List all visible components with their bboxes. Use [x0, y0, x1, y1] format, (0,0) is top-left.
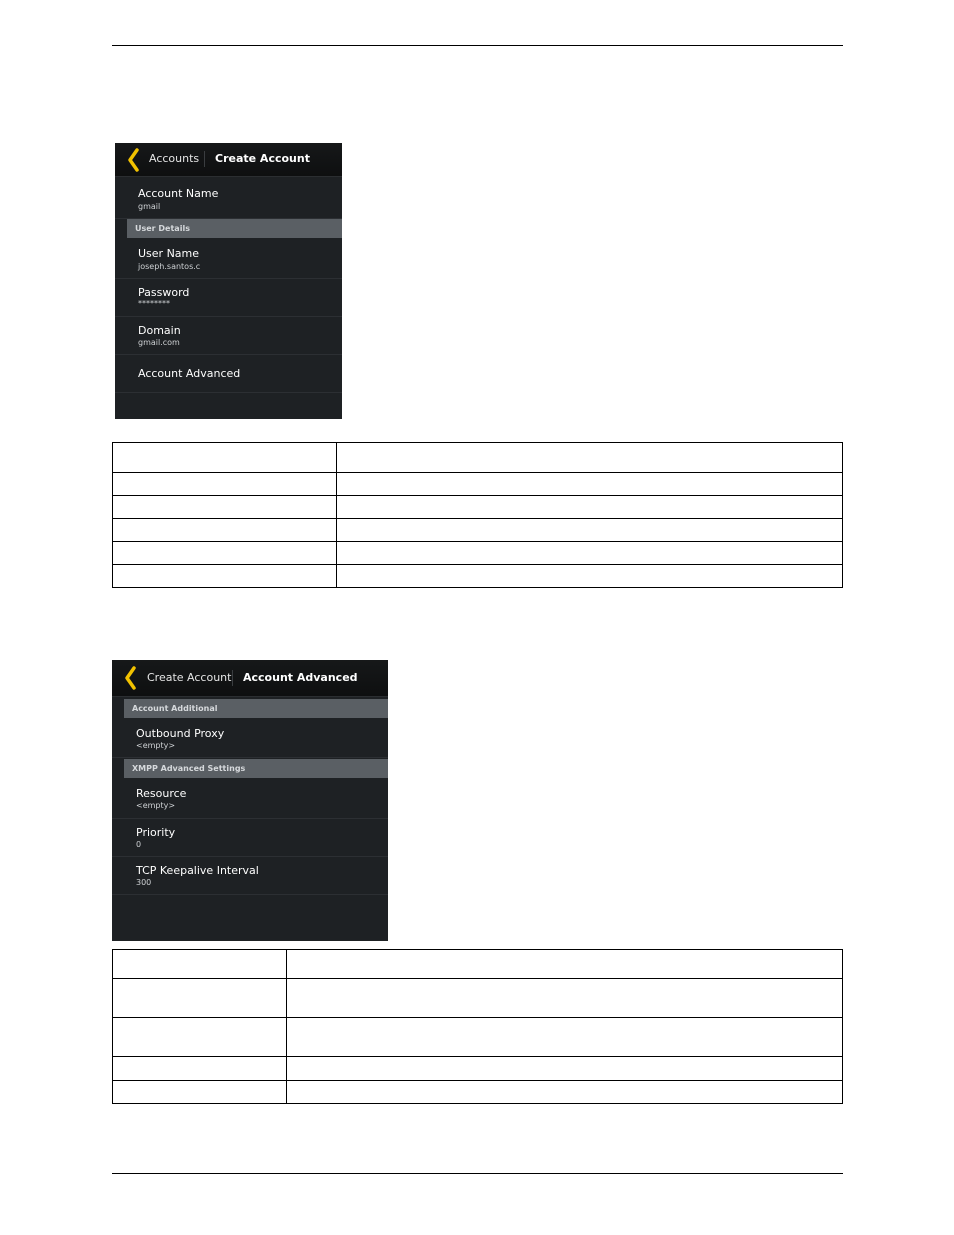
tcp-keepalive-item[interactable] [112, 857, 388, 895]
table-row [113, 979, 843, 1018]
user-details-header: User Details [127, 219, 342, 238]
table-row [113, 496, 843, 519]
account-name-label: Account Name [138, 187, 219, 200]
user-name-item[interactable] [115, 239, 342, 279]
chevron-left-icon[interactable] [126, 148, 140, 172]
nav-bar [112, 660, 388, 697]
password-item[interactable] [115, 279, 342, 317]
xmpp-advanced-settings-header: XMPP Advanced Settings [124, 759, 388, 778]
user-name-value: joseph.santos.c [138, 262, 201, 271]
outbound-proxy-item[interactable] [112, 719, 388, 758]
domain-label: Domain [138, 324, 181, 337]
table-row [113, 565, 843, 588]
table-row [113, 950, 843, 979]
table-row [113, 1081, 843, 1104]
account-advanced-item[interactable] [115, 355, 342, 393]
account-additional-header: Account Additional [124, 699, 388, 718]
resource-value: <empty> [136, 801, 176, 810]
resource-label: Resource [136, 787, 187, 800]
breadcrumb-divider [204, 151, 205, 167]
table-1 [112, 442, 843, 588]
page-title: Create Account [215, 152, 310, 165]
header-rule [112, 45, 843, 46]
breadcrumb-accounts[interactable]: Accounts [149, 152, 200, 165]
priority-item[interactable] [112, 819, 388, 857]
table-row [113, 443, 843, 473]
table-row [113, 473, 843, 496]
chevron-left-icon[interactable] [123, 666, 137, 690]
tcp-keepalive-label: TCP Keepalive Interval [136, 864, 259, 877]
table-row [113, 1018, 843, 1057]
account-advanced-screen [112, 660, 388, 941]
create-account-screen [115, 143, 342, 419]
breadcrumb-divider [232, 670, 233, 686]
outbound-proxy-value: <empty> [136, 741, 176, 750]
domain-value: gmail.com [138, 338, 180, 347]
password-label: Password [138, 286, 190, 299]
table-2 [112, 949, 843, 1104]
priority-label: Priority [136, 826, 176, 839]
user-name-label: User Name [138, 247, 200, 260]
breadcrumb-create-account[interactable]: Create Account [147, 671, 232, 684]
table-row [113, 519, 843, 542]
account-name-item[interactable] [115, 177, 342, 219]
password-value: ******** [138, 299, 170, 308]
domain-item[interactable] [115, 317, 342, 355]
page-title: Account Advanced [243, 671, 358, 684]
nav-bar [115, 143, 342, 177]
account-name-value: gmail [138, 202, 161, 211]
priority-value: 0 [136, 840, 142, 849]
resource-item[interactable] [112, 779, 388, 819]
footer-rule [112, 1173, 843, 1174]
table-row [113, 542, 843, 565]
tcp-keepalive-value: 300 [136, 878, 152, 887]
account-advanced-label: Account Advanced [138, 367, 241, 380]
outbound-proxy-label: Outbound Proxy [136, 727, 225, 740]
table-row [113, 1057, 843, 1081]
